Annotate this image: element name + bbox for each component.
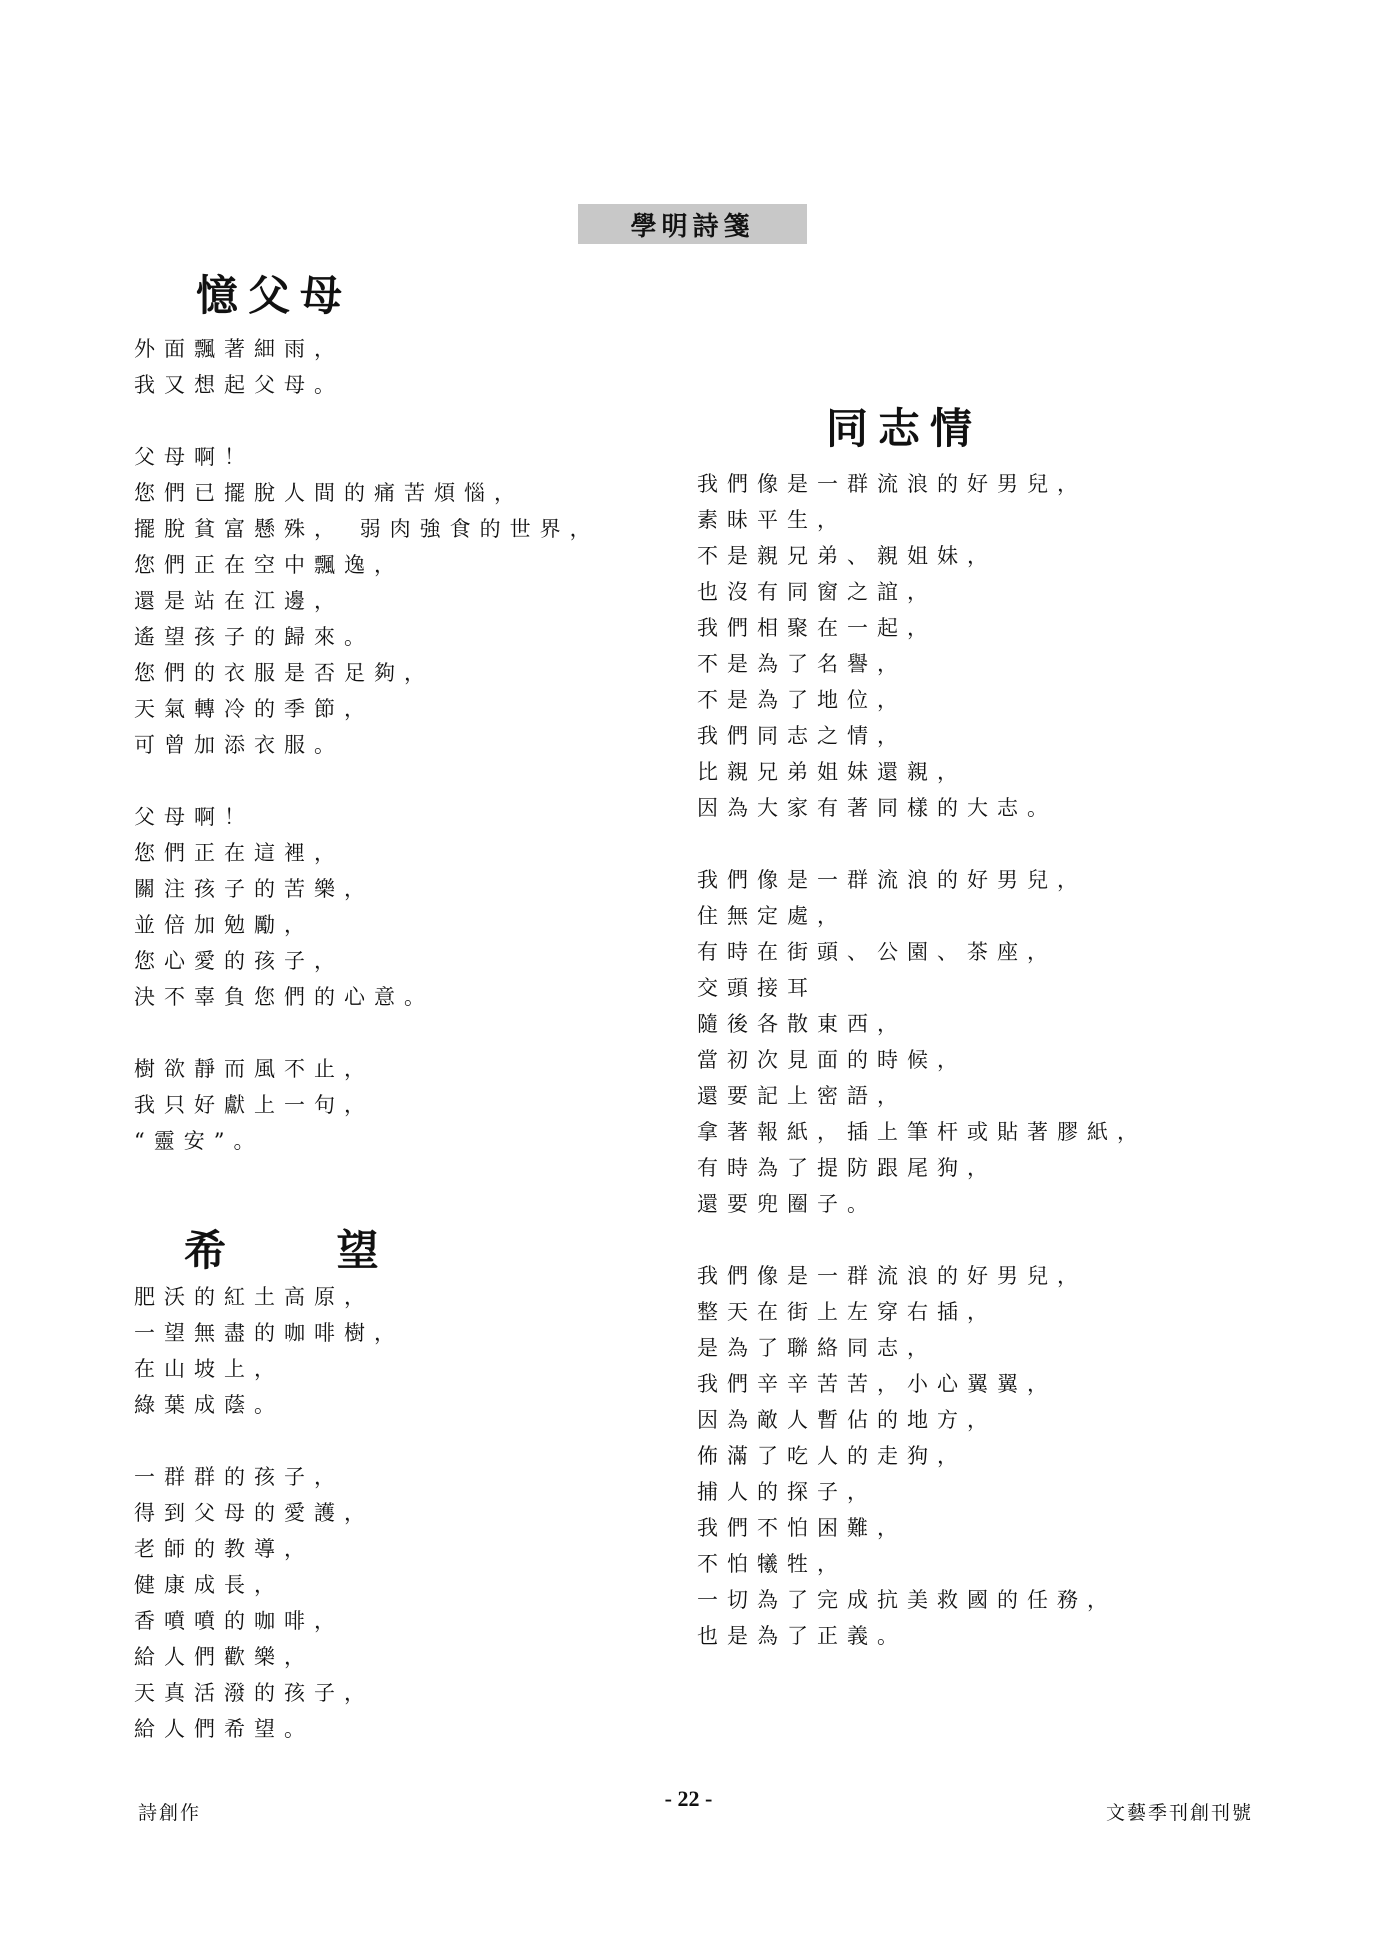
poem-line: 我們不怕困難， — [697, 1516, 907, 1540]
footer-left-label: 詩創作 — [138, 1802, 202, 1824]
stanza-gap — [697, 826, 1147, 862]
poem-line: 得到父母的愛護， — [134, 1501, 374, 1525]
poem-title-tongzhi-qing: 同志情 — [826, 404, 983, 453]
poem-line: 肥沃的紅土高原， — [134, 1285, 374, 1309]
poem-line: 一望無盡的咖啡樹， — [134, 1321, 404, 1345]
poem-line: 並倍加勉勵， — [134, 913, 314, 937]
poem-line: 不是為了地位， — [697, 688, 907, 712]
poem-line: 一切為了完成抗美救國的任務， — [697, 1588, 1117, 1612]
poem-line: 您們正在空中飄逸， — [134, 553, 404, 577]
stanza-gap — [697, 1222, 1147, 1258]
poem-title-yi-fumu: 憶父母 — [196, 271, 353, 320]
poem-line: 有時在街頭、公園、茶座， — [697, 940, 1057, 964]
poem-line: 整天在街上左穿右插， — [697, 1300, 997, 1324]
poem-line: 交頭接耳 — [697, 976, 817, 1000]
poem-line: 拿著報紙，插上筆杆或貼著膠紙， — [697, 1120, 1147, 1144]
poem-line: 是為了聯絡同志， — [697, 1336, 937, 1360]
poem-line: 素昧平生， — [697, 508, 847, 532]
poem-line: 您們的衣服是否足夠， — [134, 661, 434, 685]
poem-line: 父母啊！ — [134, 805, 254, 829]
poem-body-xiwang — [134, 1279, 404, 1747]
poem-line: 不是為了名譽， — [697, 652, 907, 676]
poem-line: 我們像是一群流浪的好男兒， — [697, 1264, 1087, 1288]
poem-line: “靈安”。 — [134, 1129, 264, 1153]
poem-line: 我們辛辛苦苦，小心翼翼， — [697, 1372, 1057, 1396]
stanza-gap — [134, 403, 600, 439]
poem-line: 決不辜負您們的心意。 — [134, 985, 434, 1009]
poem-line: 不是親兄弟、親姐妹， — [697, 544, 997, 568]
poem-line: 隨後各散東西， — [697, 1012, 907, 1036]
poem-line: 我只好獻上一句， — [134, 1093, 374, 1117]
poem-line: 綠葉成蔭。 — [134, 1393, 284, 1417]
poem-line: 擺脫貧富懸殊， 弱肉強食的世界， — [134, 517, 600, 541]
poem-line: 我們像是一群流浪的好男兒， — [697, 472, 1087, 496]
poem-line: 老師的教導， — [134, 1537, 314, 1561]
poem-line: 您們正在這裡， — [134, 841, 344, 865]
poem-line: 因為大家有著同樣的大志。 — [697, 796, 1057, 820]
poem-line: 還要兜圈子。 — [697, 1192, 877, 1216]
poem-line: 捕人的探子， — [697, 1480, 877, 1504]
poem-line: 香噴噴的咖啡， — [134, 1609, 344, 1633]
poem-line: 關注孩子的苦樂， — [134, 877, 374, 901]
section-header: 學明詩箋 — [578, 204, 807, 244]
stanza-gap — [134, 763, 600, 799]
poem-line: 有時為了提防跟尾狗， — [697, 1156, 997, 1180]
poem-title-xiwang: 希 望 — [184, 1226, 427, 1275]
stanza-gap — [134, 1015, 600, 1051]
poem-line: 我又想起父母。 — [134, 373, 344, 397]
poem-line: 可曾加添衣服。 — [134, 733, 344, 757]
poem-line: 樹欲靜而風不止， — [134, 1057, 374, 1081]
poem-line: 遙望孩子的歸來。 — [134, 625, 374, 649]
poem-line: 天真活潑的孩子， — [134, 1681, 374, 1705]
poem-line: 我們相聚在一起， — [697, 616, 937, 640]
poem-line: 也是為了正義。 — [697, 1624, 907, 1648]
poem-line: 不怕犧牲， — [697, 1552, 847, 1576]
poem-body-yi-fumu — [134, 331, 600, 1159]
poem-line: 還是站在江邊， — [134, 589, 344, 613]
poem-line: 佈滿了吃人的走狗， — [697, 1444, 967, 1468]
poem-line: 在山坡上， — [134, 1357, 284, 1381]
poem-line: 您們已擺脫人間的痛苦煩惱， — [134, 481, 524, 505]
poem-line: 給人們歡樂， — [134, 1645, 314, 1669]
poem-line: 比親兄弟姐妹還親， — [697, 760, 967, 784]
poem-line: 我們同志之情， — [697, 724, 907, 748]
poem-line: 因為敵人暫佔的地方， — [697, 1408, 997, 1432]
poem-line: 也沒有同窗之誼， — [697, 580, 937, 604]
poem-line: 住無定處， — [697, 904, 847, 928]
poem-line: 當初次見面的時候， — [697, 1048, 967, 1072]
poem-line: 一群群的孩子， — [134, 1465, 344, 1489]
page-number: - 22 - — [664, 1786, 713, 1811]
poem-line: 我們像是一群流浪的好男兒， — [697, 868, 1087, 892]
stanza-gap — [134, 1423, 404, 1459]
poem-line: 您心愛的孩子， — [134, 949, 344, 973]
poem-line: 父母啊！ — [134, 445, 254, 469]
poem-body-tongzhi-qing — [697, 466, 1147, 1654]
poem-line: 還要記上密語， — [697, 1084, 907, 1108]
poem-line: 外面飄著細雨， — [134, 337, 344, 361]
poem-line: 天氣轉冷的季節， — [134, 697, 374, 721]
poem-line: 健康成長， — [134, 1573, 284, 1597]
poem-line: 給人們希望。 — [134, 1717, 314, 1741]
footer-right-label: 文藝季刊創刊號 — [1105, 1802, 1253, 1824]
